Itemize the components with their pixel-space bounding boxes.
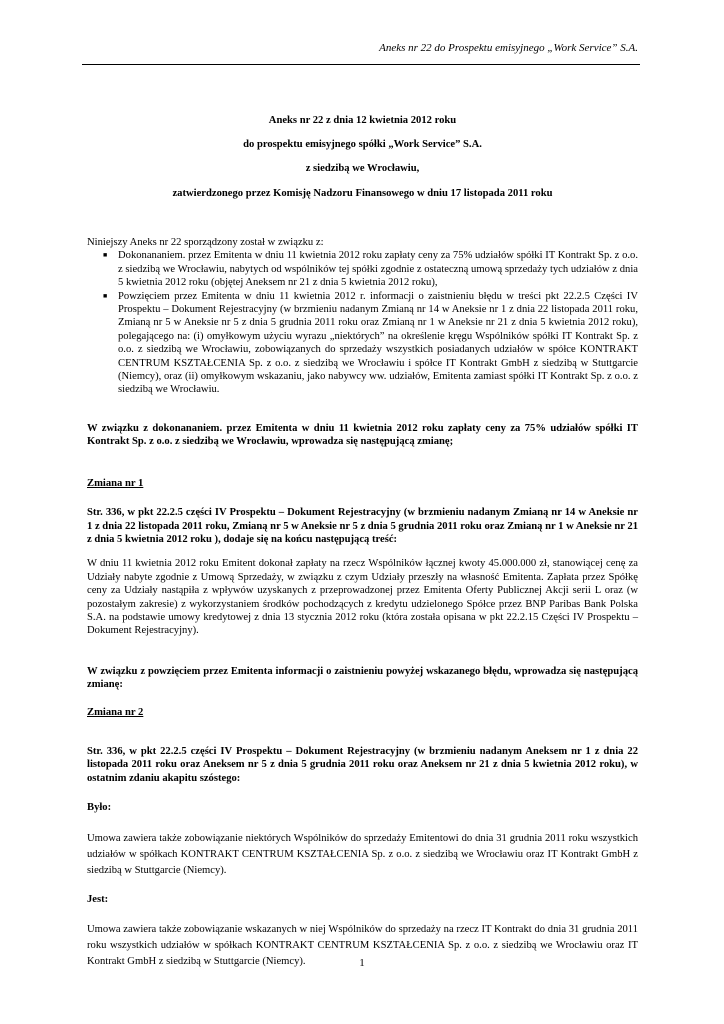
intro-bullet-text: Powzięciem przez Emitenta w dniu 11 kwietnia 2012 r. informacji o zaistnieniu błędu w treści pkt 22.2.5 Części IV Prospektu – Dokument Rejestracyjny (w brzmieniu nadanym Zmianą nr 14 w Aneksie nr 1 z dnia 22 listopada 2011 roku, Zmianą nr 5 w Aneksie nr 5 z dnia 5 grudnia 2011 roku oraz Zmianą nr 1 w Aneksie nr 21 z dnia 5 kwietnia 2012 roku), polegającego na: (i) omyłkowym użyciu wyrazu „niektórych” na określenie kręgu Wspólników spółki IT Kontrakt Sp. z o.o. z siedzibą we Wrocławiu, zobowiązanych do sprzedaży wszystkich posiadanych udziałów w spółce KONTRAKT CENTRUM KSZTAŁCENIA Sp. z o.o. z siedzibą we Wrocławiu i spółce IT Kontrakt GmbH z siedzibą w Stuttgarcie (Niemcy), oraz (ii) omyłkowym wskazaniu, jako nabywcy ww. udziałów, Emitenta zamiast spółki IT Kontrakt Sp. z o.o. z siedzibą we Wrocławiu. bbox=[118, 290, 638, 396]
title-line-1: Aneks nr 22 z dnia 12 kwietnia 2012 roku bbox=[268, 115, 457, 126]
intro-lead: Niniejszy Aneks nr 22 sporządzony został w związku z: bbox=[87, 237, 324, 249]
is-text: Umowa zawiera także zobowiązanie wskazanych w niej Wspólników do sprzedaży na rzecz IT Kontrakt do dnia 31 grudnia 2011 roku wszystkich udziałów w spółkach KONTRAKT CENTRUM KSZTAŁCENIA Sp. z o.o. z siedzibą we Wrocławiu oraz IT Kontrakt GmbH z siedzibą w Stuttgarcie (Niemcy). bbox=[87, 924, 638, 968]
change1-reference: Str. 336, w pkt 22.2.5 części IV Prospektu – Dokument Rejestracyjny (w brzmieniu nadanym Zmianą nr 14 w Aneksie nr 1 z dnia 22 listopada 2011 roku, Zmianą nr 5 w Aneksie nr 5 z dnia 5 grudnia 2011 roku oraz Zmianą nr 1 w Aneksie nr 21 z dnia 5 kwietnia 2012 roku ), dodaje się na końcu następującą treść: bbox=[87, 507, 638, 545]
header-divider bbox=[82, 64, 640, 65]
document-body bbox=[87, 114, 638, 970]
title-line-3: z siedzibą we Wrocławiu, bbox=[305, 163, 420, 175]
change1-heading: Zmiana nr 1 bbox=[87, 477, 144, 489]
section1-lead: W związku z dokonananiem. przez Emitenta w dniu 11 kwietnia 2012 roku zapłaty ceny za 75% udziałów spółki IT Kontrakt Sp. z o.o. z siedzibą we Wrocławiu, wprowadza się następującą zmianę; bbox=[87, 422, 638, 448]
title-line-4: zatwierdzonego przez Komisję Nadzoru Finansowego w dniu 17 listopada 2011 roku bbox=[172, 187, 553, 199]
running-header: Aneks nr 22 do Prospektu emisyjnego „Work Service” S.A. bbox=[379, 42, 638, 54]
title-line-2: do prospektu emisyjnego spółki „Work Service” S.A. bbox=[243, 139, 482, 151]
was-label: Było: bbox=[87, 802, 112, 814]
is-label: Jest: bbox=[87, 893, 109, 905]
document-title bbox=[87, 114, 638, 200]
page-number: 1 bbox=[359, 957, 365, 969]
section2-lead: W związku z powzięciem przez Emitenta informacji o zaistnieniu powyżej wskazanego błędu, wprowadza się następującą zmianę: bbox=[87, 665, 638, 691]
intro-bullet-text: Dokonananiem. przez Emitenta w dniu 11 kwietnia 2012 roku zapłaty ceny za 75% udziałów spółki IT Kontrakt Sp. z o.o. z siedzibą we Wrocławiu, nabytych od wspólników tej spółki zgodnie z ostateczną umową sprzedaży tych udziałów z dnia 5 kwietnia 2012 roku (objętej Aneksem nr 21 z dnia 5 kwietnia 2012 roku), bbox=[118, 250, 638, 289]
was-text: Umowa zawiera także zobowiązanie niektórych Wspólników do sprzedaży Emitentowi do dnia 31 grudnia 2011 roku wszystkich udziałów w spółkach KONTRAKT CENTRUM KSZTAŁCENIA Sp. z o.o. z siedzibą we Wrocławiu oraz IT Kontrakt GmbH z siedzibą w Stuttgarcie (Niemcy). bbox=[87, 832, 638, 876]
change2-reference: Str. 336, w pkt 22.2.5 części IV Prospektu – Dokument Rejestracyjny (w brzmieniu nadanym Aneksem nr 1 z dnia 22 listopada 2011 roku oraz Aneksem nr 5 z dnia 5 grudnia 2011 roku oraz Aneksem nr 21 z dnia 5 kwietnia 2012 roku), w ostatnim zdaniu akapitu szóstego: bbox=[87, 745, 638, 784]
square-bullet-icon: ■ bbox=[103, 251, 108, 260]
change2-heading: Zmiana nr 2 bbox=[87, 706, 144, 718]
change1-text: W dniu 11 kwietnia 2012 roku Emitent dokonał zapłaty na rzecz Wspólników łącznej kwoty 45.000.000 zł, stanowiącej cenę za Udziały nabyte zgodnie z Umową Sprzedaży, w związku z czym Udziały przeszły na własność Emitenta. Zapłata przez Spółkę ceny za Udziały nastąpiła z wpływów uzyskanych z przeprowadzonej przez Emitenta Oferty Publicznej Akcji serii L oraz (w pozostałym zakresie) z wykorzystaniem środków pochodzących z kredytu udzielonego Spółce przez BNP Paribas Bank Polska S.A. na podstawie umowy kredytowej z dnia 13 stycznia 2012 roku (która została opisana w pkt 22.2.15 Części IV Prospektu – Dokument Rejestracyjny). bbox=[87, 558, 638, 637]
intro-bullet-list bbox=[87, 249, 638, 396]
square-bullet-icon: ■ bbox=[103, 291, 108, 300]
intro-bullet-item bbox=[87, 249, 638, 289]
intro-bullet-item bbox=[87, 290, 638, 397]
